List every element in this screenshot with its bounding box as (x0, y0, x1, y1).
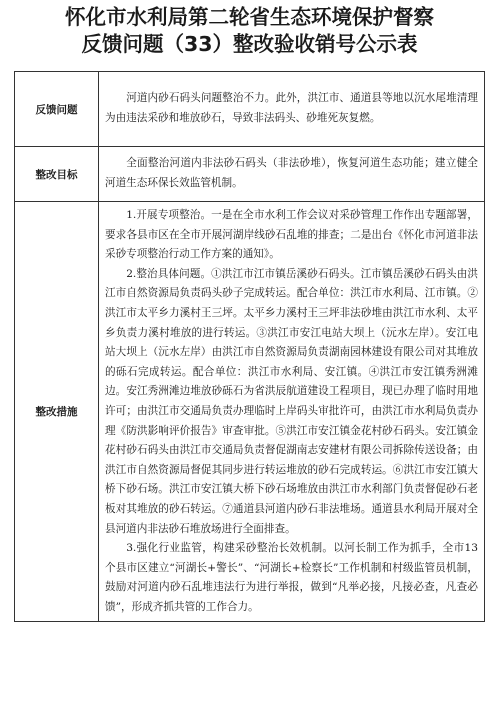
row-label-goal: 整改目标 (15, 147, 99, 202)
table-row-goal (15, 147, 485, 202)
row-content-measures (99, 202, 485, 622)
table-row-measures (15, 202, 485, 622)
content-paragraph: 河道内砂石码头问题整治不力。此外，洪江市、通道县等地以沉水尾堆清理为由违法采砂和堆放砂石，导致非法码头、砂堆死灰复燃。 (105, 92, 478, 124)
row-label-feedback: 反馈问题 (15, 72, 99, 147)
title-line-1: 怀化市水利局第二轮省生态环境保护督察 (65, 5, 434, 29)
row-label-measures: 整改措施 (15, 202, 99, 622)
table-row-feedback (15, 72, 485, 147)
title-line-2: 反馈问题（33）整改验收销号公示表 (81, 32, 418, 56)
content-paragraph: 2.整治具体问题。①洪江市江市镇岳溪砂石码头。江市镇岳溪砂石码头由洪江市自然资源局负责码头砂子完成转运。配合单位：洪江市水利局、江市镇。②洪江市太平乡力溪村王三坪。太平乡力溪村王三坪非法砂堆由洪江市水利、太平乡负责力溪村堆放的进行转运。③洪江市安江电站大坝上（沅水左岸）。安江电站大坝上（沅水左岸）由洪江市自然资源局负责湖南园林建设有限公司对其堆放的砾石完成转运。配合单位：洪江市水利局、安江镇。④洪江市安江镇秀洲滩边。安江秀洲滩边堆放砂砾石为省洪辰航道建设工程项目，现已办理了临时用地许可；由洪江市交通局负责办理临时上岸码头审批许可，由洪江市水利局负责办理《防洪影响评价报告》审查审批。⑤洪江市安江镇金花村砂石码头。安江镇金花村砂石码头由洪江市交通局负责督促湖南志安建材有限公司拆除传送设备；由洪江市自然资源局督促其同步进行转运堆放的砂石完成转运。⑥洪江市安江镇大桥下砂石场。洪江市安江镇大桥下砂石场堆放由洪江市水利部门负责督促砂石老板对其堆放的砂石转运。⑦通道县河道内砂石非法堆场。通道县水利局开展对全县河道内非法砂石堆放场进行全面排查。 (105, 267, 478, 535)
content-paragraph: 1.开展专项整治。一是在全市水利工作会议对采砂管理工作作出专题部署，要求各县市区在全市开展河湖岸线砂石乱堆的排查；二是出台《怀化市河道非法采砂专项整治行动工作方案的通知》。 (105, 209, 478, 261)
row-content-feedback (99, 72, 485, 147)
content-paragraph: 3.强化行业监管，构建采砂整治长效机制。以河长制工作为抓手，全市13个县市区建立“河湖长+警长”、“河湖长+检察长”工作机制和村级监管员机制，鼓励对河道内砂石乱堆违法行为进行举报，做到“凡举必接，凡接必查，凡查必馈”，形成齐抓共管的工作合力。 (105, 542, 478, 613)
rectification-table (14, 71, 485, 622)
row-content-goal (99, 147, 485, 202)
content-paragraph: 全面整治河道内非法砂石码头（非法砂堆），恢复河道生态功能；建立健全河道生态环保长效监管机制。 (105, 157, 478, 189)
page-title (0, 4, 499, 58)
